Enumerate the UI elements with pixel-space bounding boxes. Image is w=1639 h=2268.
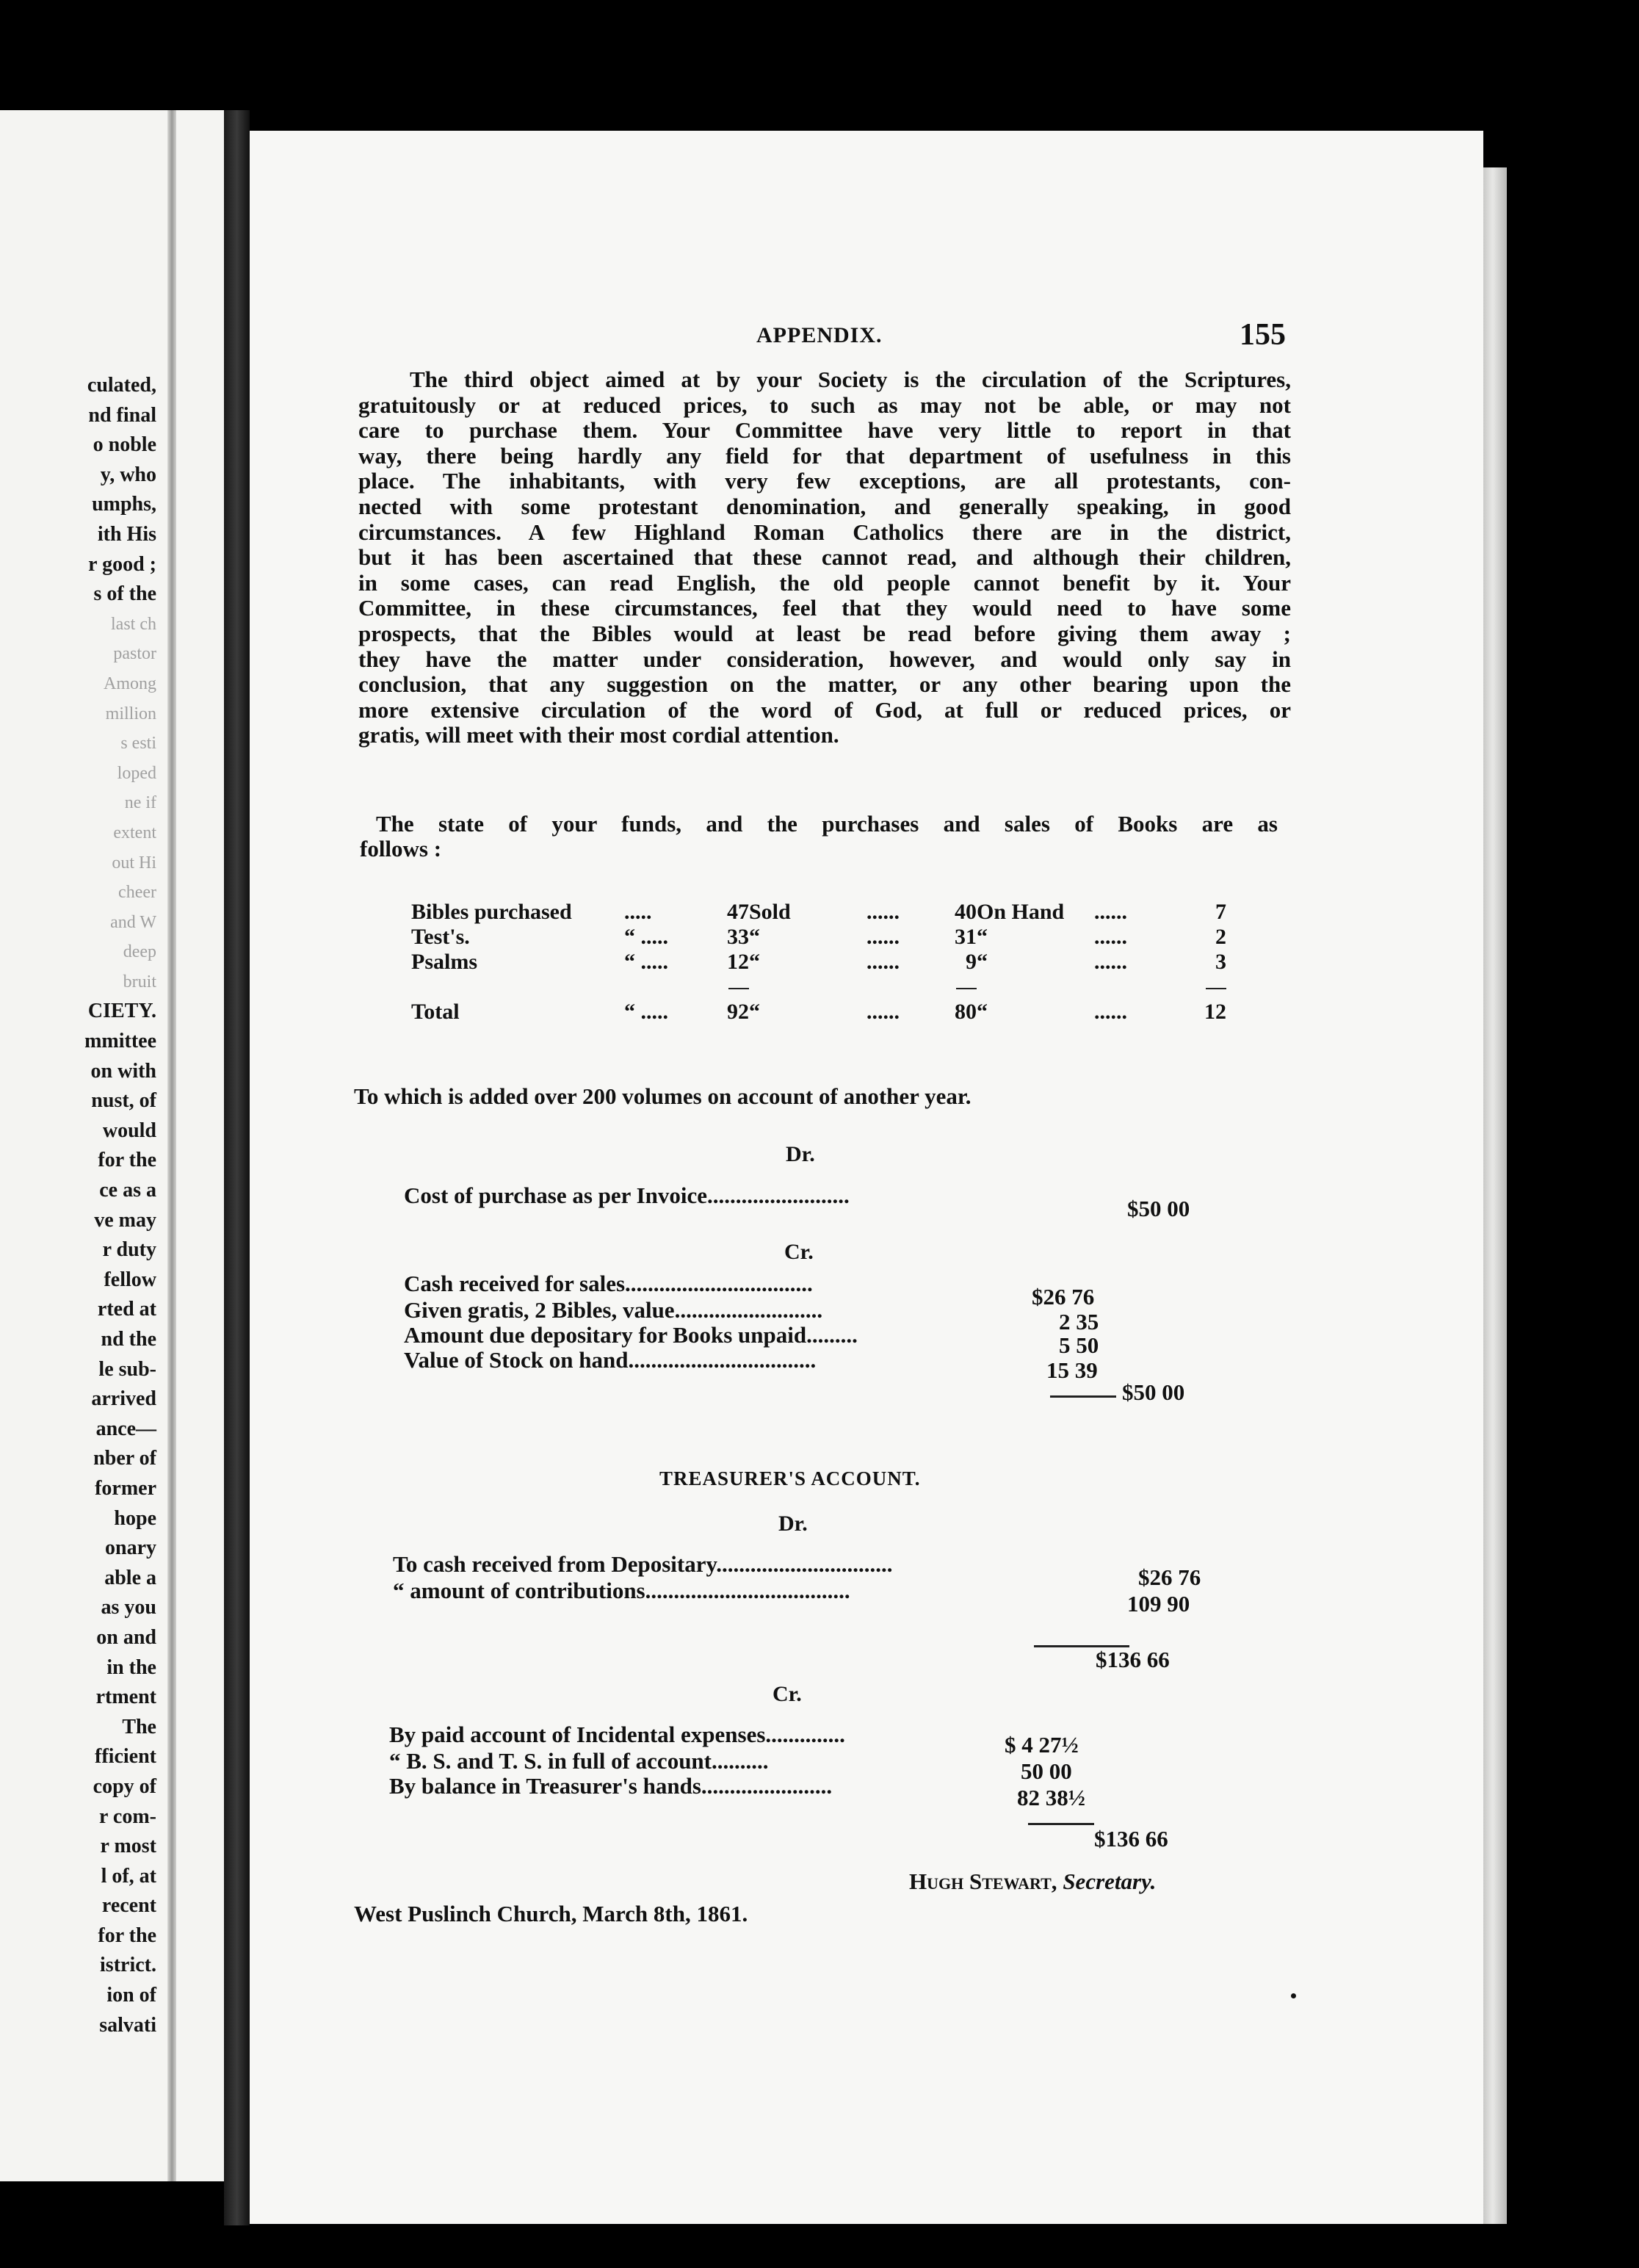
- table-cell: Test's.: [411, 925, 470, 949]
- page-edge: [1483, 167, 1507, 2224]
- left-page-line: rtment: [95, 1686, 156, 1709]
- paragraph-line: care to purchase them. Your Committee have very little to report in that: [358, 417, 1291, 444]
- table-cell: “: [977, 1000, 988, 1024]
- cr-amount: 15 39: [1046, 1357, 1098, 1383]
- table-cell: ......: [866, 900, 900, 924]
- sum-rule: [728, 988, 749, 989]
- running-header: APPENDIX.: [756, 323, 883, 347]
- table-cell: .....: [624, 900, 652, 924]
- binding-gutter: [224, 110, 250, 2225]
- table-cell: “: [749, 950, 760, 974]
- left-page-line: fellow: [104, 1268, 156, 1291]
- table-cell: ......: [1094, 900, 1127, 924]
- table-row: [411, 1000, 1226, 1025]
- left-page-line: on with: [90, 1059, 156, 1083]
- table-cell: 92: [727, 1000, 749, 1024]
- left-page-line: y, who: [100, 463, 156, 486]
- page-fold: [167, 110, 176, 2181]
- left-page-line: on and: [96, 1625, 156, 1649]
- funds-intro: [360, 812, 1278, 862]
- sum-rule: [956, 988, 977, 989]
- left-page-line: r good ;: [88, 552, 156, 576]
- intro-line: follows :: [360, 836, 442, 862]
- cr-line: Cash received for sales.................................: [404, 1271, 813, 1296]
- left-page-line: copy of: [93, 1774, 156, 1798]
- paragraph-line: circumstances. A few Highland Roman Catholics there are in the district,: [358, 519, 1291, 545]
- left-page-line: r most: [100, 1835, 156, 1858]
- left-page-text: [84, 371, 156, 2040]
- table-cell: 9: [966, 950, 977, 974]
- treasurer-cr-line: “ B. S. and T. S. in full of account..........: [389, 1748, 769, 1774]
- table-cell: “: [977, 950, 988, 974]
- paragraph-line: gratis, will meet with their most cordial attention.: [358, 722, 839, 748]
- table-cell: 31: [955, 925, 977, 949]
- table-cell: 12: [1204, 1000, 1226, 1024]
- paragraph-line: prospects, that the Bibles would at least be read before giving them away ;: [358, 620, 1291, 646]
- left-page-line: million: [105, 704, 156, 723]
- left-page-line: ion of: [106, 1984, 156, 2007]
- treasurer-cr-heading: Cr.: [773, 1682, 802, 1706]
- left-page-line: nust, of: [91, 1089, 156, 1113]
- place-date: West Puslinch Church, March 8th, 1861.: [354, 1901, 748, 1926]
- left-page-line: recent: [101, 1894, 156, 1918]
- left-page-line: The: [122, 1715, 156, 1738]
- treasurer-cr-amount: 50 00: [1021, 1758, 1072, 1784]
- left-page-line: extent: [113, 823, 156, 842]
- treasurer-cr-line: By balance in Treasurer's hands.......................: [389, 1773, 833, 1799]
- paragraph-line: they have the matter under consideration, however, and would only say in: [358, 646, 1291, 672]
- signature: [909, 1868, 1156, 1895]
- treasurer-dr-amount: 109 90: [1127, 1591, 1190, 1617]
- left-page-line: would: [102, 1119, 156, 1142]
- left-page-line: CIETY.: [87, 1000, 156, 1023]
- print-speck: [1291, 1993, 1296, 1998]
- table-cell: “ .....: [624, 925, 668, 949]
- paragraph-line: in some cases, can read English, the old people cannot benefit by it. Your: [358, 569, 1291, 596]
- table-row: [411, 900, 1226, 925]
- table-cell: “ .....: [624, 1000, 668, 1024]
- treasurer-dr-line: “ amount of contributions....................................: [393, 1578, 850, 1603]
- table-cell: “ .....: [624, 950, 668, 974]
- left-page-line: Among: [104, 673, 156, 693]
- left-page-line: r duty: [102, 1238, 156, 1262]
- left-page-line: o noble: [93, 433, 156, 457]
- table-cell: 3: [1215, 950, 1226, 974]
- cr-amount: 5 50: [1059, 1332, 1099, 1358]
- left-page-line: ne if: [124, 793, 156, 813]
- cr-amount: 2 35: [1059, 1309, 1099, 1335]
- treasurer-heading: TREASURER'S ACCOUNT.: [659, 1467, 921, 1489]
- left-page-line: nd final: [88, 403, 156, 427]
- paragraph-line: but it has been ascertained that these cannot read, and although their children,: [358, 544, 1291, 571]
- treasurer-cr-total: $136 66: [1094, 1826, 1168, 1852]
- left-page-line: pastor: [113, 644, 156, 664]
- table-cell: Bibles purchased: [411, 900, 572, 924]
- treasurer-dr-amount: $26 76: [1138, 1564, 1201, 1590]
- cr-line: Value of Stock on hand.................................: [404, 1347, 817, 1373]
- left-page-line: loped: [117, 763, 156, 783]
- treasurer-dr-heading: Dr.: [778, 1512, 808, 1536]
- left-page-line: former: [95, 1476, 156, 1500]
- table-row: [411, 925, 1226, 950]
- table-cell: Total: [411, 1000, 460, 1024]
- table-cell: ......: [1094, 1000, 1127, 1024]
- intro-line: The state of your funds, and the purchases and sales of Books are as: [376, 811, 1278, 837]
- table-cell: Sold: [749, 900, 791, 924]
- page-number: 155: [1240, 318, 1286, 352]
- table-cell: 33: [727, 925, 749, 949]
- left-page-line: and W: [110, 912, 156, 932]
- left-page-line: ance—: [95, 1417, 156, 1440]
- left-page-line: bruit: [123, 972, 156, 992]
- table-row: [411, 950, 1226, 975]
- left-page-line: as you: [101, 1596, 156, 1619]
- left-page-line: onary: [105, 1536, 156, 1560]
- table-cell: ......: [866, 925, 900, 949]
- treasurer-dr-line: To cash received from Depositary...............................: [393, 1551, 893, 1577]
- left-page-line: ve may: [94, 1208, 156, 1232]
- left-page-line: fficient: [95, 1745, 156, 1769]
- treasurer-cr-line: By paid account of Incidental expenses..............: [389, 1722, 845, 1747]
- sum-rule: [1206, 988, 1226, 989]
- table-cell: “: [977, 925, 988, 949]
- left-page-line: in the: [106, 1655, 156, 1679]
- left-page-line: deep: [123, 942, 156, 962]
- stock-table: [411, 900, 1226, 1025]
- cr-heading: Cr.: [784, 1240, 814, 1264]
- sum-rule: [1028, 1823, 1094, 1825]
- paragraph-line: nected with some protestant denomination, and generally speaking, in good: [358, 493, 1291, 519]
- paragraph-line: conclusion, that any suggestion on the matter, or any other bearing upon the: [358, 671, 1291, 698]
- paragraph-line: place. The inhabitants, with very few exceptions, are all protestants, con-: [358, 468, 1291, 494]
- cr-line: Given gratis, 2 Bibles, value..........................: [404, 1297, 823, 1323]
- paragraph-line: The third object aimed at by your Society is the circulation of the Scriptures,: [410, 366, 1291, 392]
- table-cell: 2: [1215, 925, 1226, 949]
- added-note: To which is added over 200 volumes on account of another year.: [354, 1083, 972, 1109]
- table-rule-row: [411, 975, 1226, 1000]
- left-page-line: mmittee: [84, 1030, 156, 1053]
- left-page-line: able a: [104, 1566, 156, 1589]
- table-cell: 47: [727, 900, 749, 924]
- left-page-line: nber of: [93, 1447, 156, 1470]
- left-page-fragment: [0, 110, 224, 2181]
- table-cell: Psalms: [411, 950, 477, 974]
- left-page-line: nd the: [101, 1328, 156, 1351]
- dr-line: Cost of purchase as per Invoice.........................: [404, 1182, 850, 1208]
- left-page-line: out Hi: [112, 853, 156, 873]
- paragraph-line: more extensive circulation of the word of God, at full or reduced prices, or: [358, 696, 1291, 723]
- cr-amount: $26 76: [1032, 1284, 1095, 1310]
- left-page-line: s of the: [93, 582, 156, 606]
- left-page-line: culated,: [87, 374, 156, 397]
- table-cell: 7: [1215, 900, 1226, 924]
- left-page-line: last ch: [111, 614, 156, 634]
- body-paragraph: [358, 367, 1291, 748]
- secretary-name: Hugh Stewart,: [909, 1868, 1057, 1894]
- table-cell: “: [749, 925, 760, 949]
- table-cell: ......: [866, 1000, 900, 1024]
- secretary-role: Secretary.: [1063, 1868, 1157, 1894]
- left-page-line: for the: [98, 1924, 156, 1947]
- dr-heading: Dr.: [786, 1142, 815, 1166]
- left-page-line: cheer: [118, 883, 156, 903]
- table-cell: 80: [955, 1000, 977, 1024]
- left-page-line: arrived: [91, 1387, 156, 1411]
- left-page-line: s esti: [120, 734, 156, 754]
- left-page-line: umphs,: [92, 493, 156, 516]
- table-cell: 40: [955, 900, 977, 924]
- paragraph-line: way, there being hardly any field for that department of usefulness in this: [358, 442, 1291, 469]
- treasurer-cr-amount: 82 38½: [1017, 1785, 1085, 1810]
- table-cell: ......: [1094, 925, 1127, 949]
- left-page-line: le sub-: [98, 1357, 156, 1381]
- cr-line: Amount due depositary for Books unpaid.........: [404, 1322, 858, 1348]
- left-page-line: r com-: [99, 1805, 156, 1828]
- treasurer-dr-total: $136 66: [1096, 1647, 1170, 1672]
- table-cell: ......: [1094, 950, 1127, 974]
- table-cell: 12: [727, 950, 749, 974]
- left-page-line: hope: [114, 1506, 156, 1530]
- paragraph-line: Committee, in these circumstances, feel that they would need to have some: [358, 595, 1291, 621]
- treasurer-cr-amount: $ 4 27½: [1005, 1732, 1079, 1758]
- left-page-line: ith His: [97, 522, 156, 546]
- dr-amount: $50 00: [1127, 1196, 1190, 1221]
- paragraph-line: gratuitously or at reduced prices, to such as may not be able, or may not: [358, 391, 1291, 418]
- left-page-line: istrict.: [100, 1954, 156, 1977]
- left-page-line: l of, at: [101, 1864, 156, 1888]
- table-cell: On Hand: [977, 900, 1065, 924]
- left-page-line: salvati: [99, 2013, 156, 2037]
- left-page-line: ce as a: [99, 1179, 156, 1202]
- left-page-line: for the: [98, 1149, 156, 1172]
- table-cell: “: [749, 1000, 760, 1024]
- left-page-line: rted at: [97, 1298, 156, 1321]
- sum-rule: [1050, 1395, 1116, 1398]
- table-cell: ......: [866, 950, 900, 974]
- cr-total: $50 00: [1122, 1379, 1185, 1405]
